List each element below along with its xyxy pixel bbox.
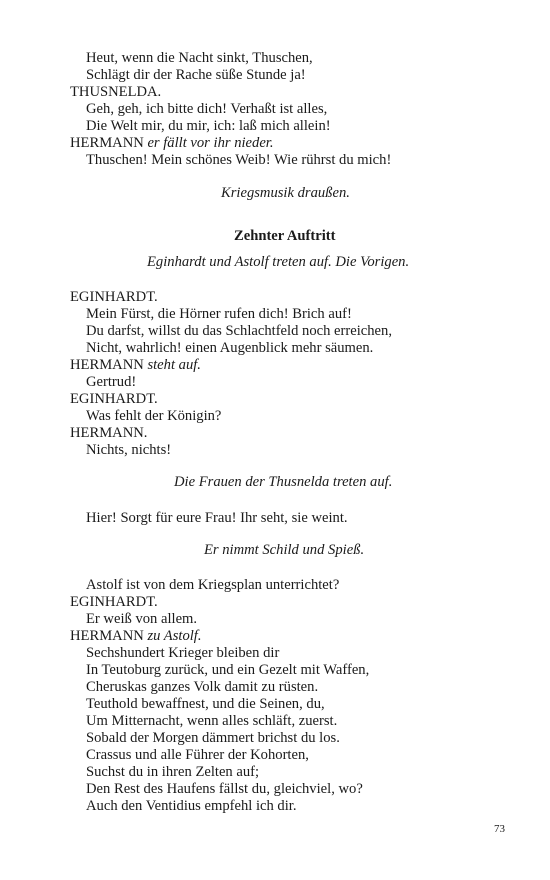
line-text: Eginhardt und Astolf treten auf. Die Vorigen.	[147, 254, 410, 270]
verse-line	[86, 577, 339, 594]
line-text: HERMANN.	[70, 425, 148, 441]
line-text: Nicht, wahrlich! einen Augenblick mehr säumen.	[86, 340, 374, 356]
verse-line	[86, 306, 352, 323]
line-text: Heut, wenn die Nacht sinkt, Thuschen,	[86, 50, 313, 66]
line-text: Kriegsmusik draußen.	[221, 185, 350, 201]
verse-line	[86, 764, 259, 781]
line-text: Den Rest des Haufens fällst du, gleichviel, wo?	[86, 781, 363, 797]
line-text: In Teutoburg zurück, und ein Gezelt mit Waffen,	[86, 662, 370, 678]
line-text: Thuschen! Mein schönes Weib! Wie rührst du mich!	[86, 152, 392, 168]
line-text: Sechshundert Krieger bleiben dir	[86, 645, 280, 661]
speaker-name	[70, 594, 158, 611]
speaker-name	[70, 84, 161, 101]
line-text: Mein Fürst, die Hörner rufen dich! Brich auf!	[86, 306, 352, 322]
line-text: Nichts, nichts!	[86, 442, 172, 458]
inline-stage-direction: er fällt vor ihr nieder.	[147, 135, 274, 151]
line-text: HERMANN	[70, 628, 144, 644]
inline-stage-direction: steht auf.	[147, 357, 201, 373]
line-text: Schlägt dir der Rache süße Stunde ja!	[86, 67, 306, 83]
line-text: THUSNELDA.	[70, 84, 162, 100]
stage-direction	[147, 254, 409, 271]
verse-line	[86, 408, 221, 425]
verse-line	[86, 510, 348, 527]
line-text: Die Frauen der Thusnelda treten auf.	[174, 474, 393, 490]
line-text: EGINHARDT.	[70, 391, 158, 407]
line-text: EGINHARDT.	[70, 289, 158, 305]
line-text: Teuthold bewaffnest, und die Seinen, du,	[86, 696, 325, 712]
verse-line	[86, 781, 363, 798]
verse-line	[86, 696, 325, 713]
stage-direction	[174, 474, 392, 491]
verse-line	[86, 101, 327, 118]
line-text: Er nimmt Schild und Spieß.	[204, 542, 365, 558]
line-text: HERMANN	[70, 357, 144, 373]
line-text: Geh, geh, ich bitte dich! Verhaßt ist alles,	[86, 101, 328, 117]
line-text: Cheruskas ganzes Volk damit zu rüsten.	[86, 679, 319, 695]
verse-line	[86, 442, 171, 459]
speaker-name	[70, 289, 158, 306]
verse-line	[86, 730, 340, 747]
line-text: Astolf ist von dem Kriegsplan unterrichtet?	[86, 577, 340, 593]
verse-line	[86, 645, 279, 662]
line-text: Crassus und alle Führer der Kohorten,	[86, 747, 309, 763]
line-text: Die Welt mir, du mir, ich: laß mich allein!	[86, 118, 331, 134]
line-text: Du darfst, willst du das Schlachtfeld noch erreichen,	[86, 323, 392, 339]
verse-line	[86, 340, 373, 357]
speaker-name	[70, 391, 158, 408]
line-text: Hier! Sorgt für eure Frau! Ihr seht, sie weint.	[86, 510, 348, 526]
inline-stage-direction: zu Astolf.	[147, 628, 202, 644]
verse-line	[86, 323, 392, 340]
verse-line	[86, 798, 297, 815]
speaker-name	[70, 628, 202, 645]
line-text: EGINHARDT.	[70, 594, 158, 610]
verse-line	[86, 152, 391, 169]
verse-line	[86, 374, 136, 391]
verse-line	[86, 662, 369, 679]
verse-line	[86, 713, 337, 730]
line-text: Gertrud!	[86, 374, 137, 390]
verse-line	[86, 50, 313, 67]
verse-line	[86, 118, 331, 135]
line-text: Was fehlt der Königin?	[86, 408, 222, 424]
line-text: Sobald der Morgen dämmert brichst du los.	[86, 730, 340, 746]
stage-direction	[204, 542, 364, 559]
verse-line	[86, 611, 197, 628]
verse-line	[86, 679, 318, 696]
line-text: Zehnter Auftritt	[234, 228, 336, 244]
verse-line	[86, 67, 306, 84]
verse-line	[86, 747, 309, 764]
line-text: Auch den Ventidius empfehl ich dir.	[86, 798, 297, 814]
speaker-name	[70, 135, 274, 152]
line-text: Um Mitternacht, wenn alles schläft, zuerst.	[86, 713, 338, 729]
stage-direction	[221, 185, 350, 202]
line-text: HERMANN	[70, 135, 144, 151]
speaker-name	[70, 357, 201, 374]
scene-heading	[234, 228, 335, 245]
page-number: 73	[494, 823, 505, 835]
line-text: Er weiß von allem.	[86, 611, 198, 627]
speaker-name	[70, 425, 147, 442]
line-text: Suchst du in ihren Zelten auf;	[86, 764, 260, 780]
